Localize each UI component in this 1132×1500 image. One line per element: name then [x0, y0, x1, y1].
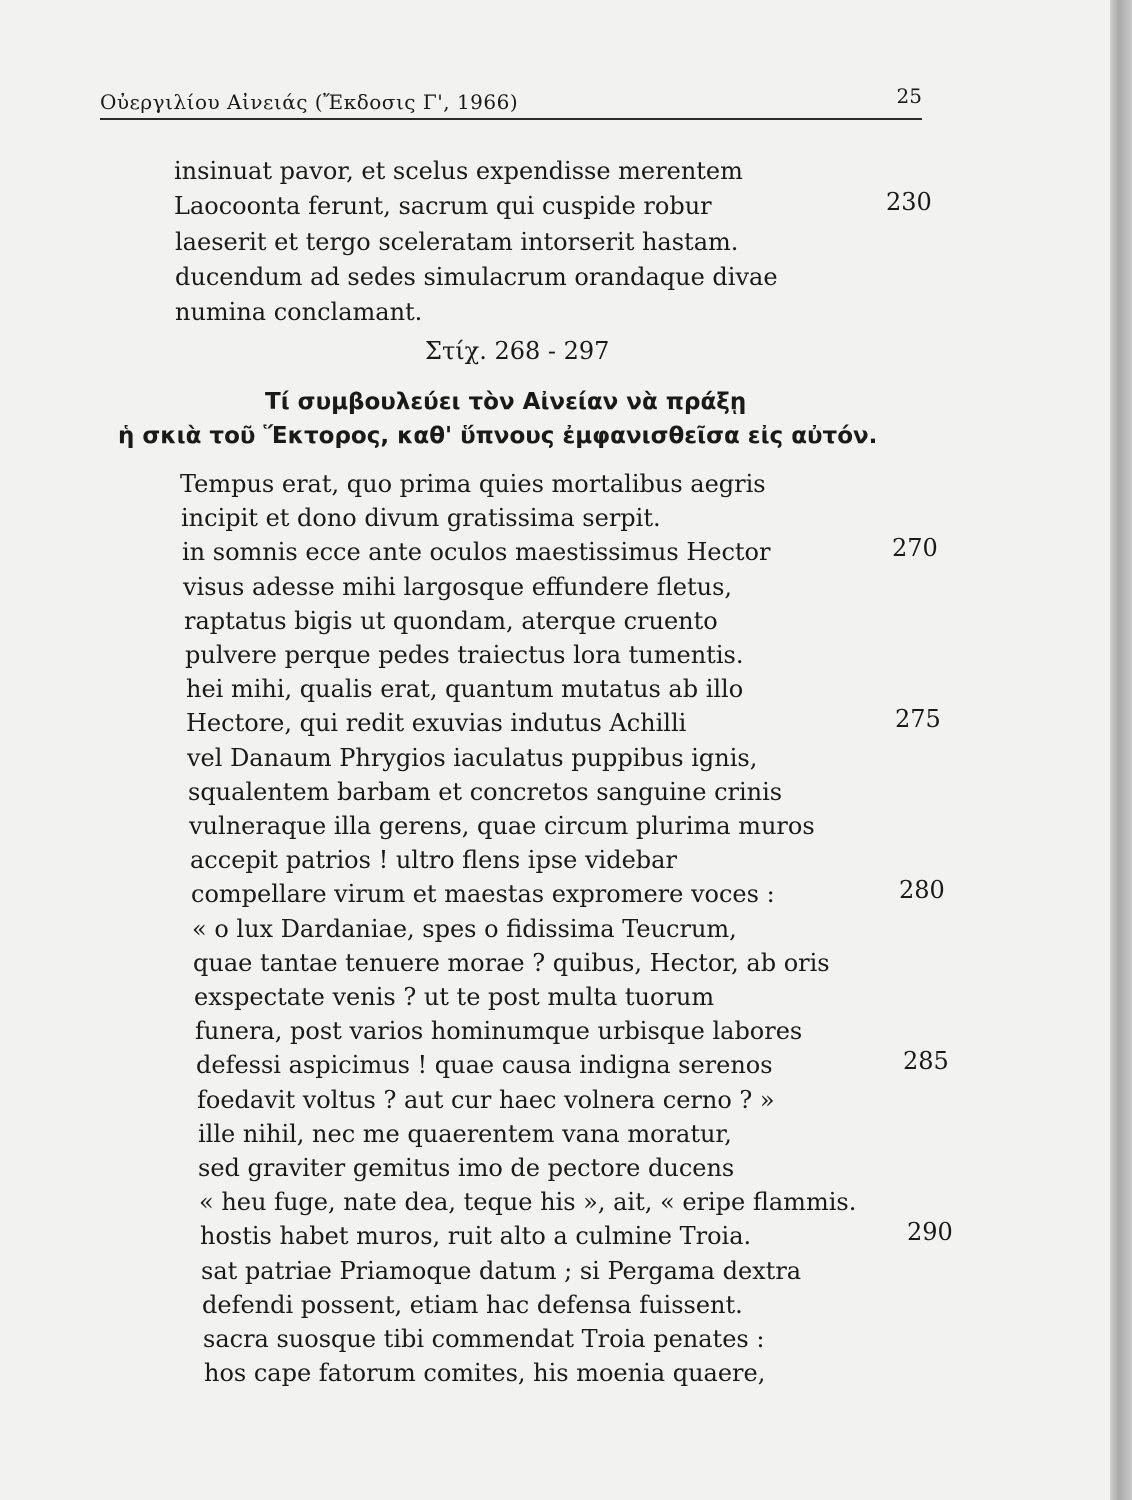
- line-number: 290: [907, 1218, 953, 1246]
- verse-line: laeserit et tergo sceleratam intorserit hastam.: [175, 228, 739, 256]
- verse-line: hos cape fatorum comites, his moenia quaere,: [204, 1359, 766, 1387]
- verse-line: ducendum ad sedes simulacrum orandaque divae: [175, 263, 778, 291]
- verse-line: compellare virum et maestas expromere voces :: [191, 880, 775, 908]
- verse-line: funera, post varios hominumque urbisque labores: [195, 1017, 803, 1045]
- running-header: [100, 86, 922, 120]
- verse-line: sat patriae Priamoque datum ; si Pergama dextra: [201, 1257, 802, 1285]
- line-number: 275: [895, 705, 941, 733]
- verse-line: « o lux Dardaniae, spes o fidissima Teucrum,: [192, 915, 737, 943]
- header-title: Οὐεργιλίου Αἰνειάς (Ἔκδοσις Γ', 1966): [100, 90, 519, 114]
- verse-line: « heu fuge, nate dea, teque his », ait, « eripe flammis.: [199, 1188, 857, 1216]
- verse-line: in somnis ecce ante oculos maestissimus Hector: [182, 538, 771, 566]
- verse-line: sacra suosque tibi commendat Troia penates :: [203, 1325, 765, 1353]
- verse-line: accepit patrios ! ultro flens ipse videbar: [190, 846, 677, 874]
- line-number: 230: [886, 188, 932, 216]
- verse-line: raptatus bigis ut quondam, aterque cruento: [184, 607, 718, 635]
- verse-line: sed graviter gemitus imo de pectore ducens: [198, 1154, 735, 1182]
- verse-line: hostis habet muros, ruit alto a culmine Troia.: [200, 1222, 752, 1250]
- section-subtitle: Στίχ. 268 - 297: [425, 337, 610, 365]
- verse-line: defendi possent, etiam hac defensa fuissent.: [202, 1291, 743, 1319]
- verse-line: quae tantae tenuere morae ? quibus, Hector, ab oris: [193, 949, 830, 977]
- verse-line: incipit et dono divum gratissima serpit.: [181, 504, 661, 532]
- verse-line: visus adesse mihi largosque effundere fletus,: [183, 573, 733, 601]
- verse-line: Hectore, qui redit exuvias indutus Achilli: [186, 709, 687, 737]
- verse-line: pulvere perque pedes traiectus lora tumentis.: [185, 641, 744, 669]
- line-number: 280: [899, 876, 945, 904]
- page-edge: [1110, 0, 1132, 1500]
- verse-line: insinuat pavor, et scelus expendisse merentem: [174, 157, 743, 185]
- verse-line: numina conclamant.: [175, 298, 423, 326]
- verse-line: ille nihil, nec me quaerentem vana moratur,: [198, 1120, 732, 1148]
- verse-line: foedavit voltus ? aut cur haec volnera cerno ? »: [197, 1086, 775, 1114]
- verse-line: squalentem barbam et concretos sanguine crinis: [188, 778, 783, 806]
- verse-line: hei mihi, qualis erat, quantum mutatus ab illo: [186, 675, 744, 703]
- line-number: 270: [892, 534, 938, 562]
- line-number: 285: [903, 1047, 949, 1075]
- section-heading-line-2: ἡ σκιὰ τοῦ Ἕκτορος, καθ' ὕπνους ἐμφανισθεῖσα εἰς αὐτόν.: [118, 423, 878, 449]
- verse-line: exspectate venis ? ut te post multa tuorum: [194, 983, 715, 1011]
- page-number: 25: [896, 84, 922, 108]
- verse-line: vulneraque illa gerens, quae circum plurima muros: [189, 812, 815, 840]
- verse-line: defessi aspicimus ! quae causa indigna serenos: [196, 1051, 773, 1079]
- verse-line: vel Danaum Phrygios iaculatus puppibus ignis,: [187, 744, 758, 772]
- section-heading-line-1: Τί συμβουλεύει τὸν Αἰνείαν νὰ πράξῃ: [265, 389, 747, 415]
- verse-line: Tempus erat, quo prima quies mortalibus aegris: [180, 470, 766, 498]
- verse-line: Laocoonta ferunt, sacrum qui cuspide robur: [174, 192, 712, 220]
